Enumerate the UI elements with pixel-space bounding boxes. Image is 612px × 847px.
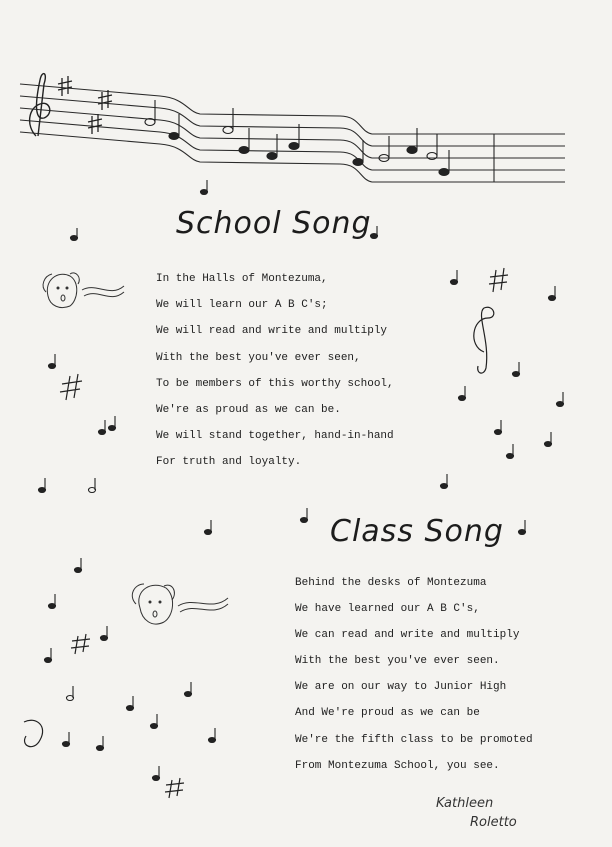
lyric-line: We can read and write and multiply [295, 629, 520, 642]
lyric-line: Behind the desks of Montezuma [295, 577, 487, 589]
school-song-lyrics [156, 266, 394, 476]
class-song-lyrics [295, 570, 533, 779]
lyric-line: We're as proud as we can be. [156, 404, 341, 417]
lyric-line: And We're proud as we can be [295, 707, 480, 720]
school-song-title: School Song [176, 206, 372, 241]
lyric-line: From Montezuma School, you see. [295, 759, 500, 772]
lyric-line: To be members of this worthy school, [156, 377, 394, 390]
lyric-line: With the best you've ever seen. [295, 655, 500, 668]
lyric-line: In the Halls of Montezuma, [156, 273, 328, 285]
treble-clef-icon [30, 74, 50, 136]
lyric-line: We will learn our A B C's; [156, 299, 328, 312]
class-song-title: Class Song [330, 514, 504, 549]
signature-last-name: Roletto [470, 815, 517, 830]
lyric-line: With the best you've ever seen, [156, 351, 361, 364]
lyric-line: We are on our way to Junior High [295, 681, 507, 694]
staff-notes [145, 100, 449, 176]
lyric-line: For truth and loyalty. [156, 456, 302, 469]
lyric-line: We will read and write and multiply [156, 325, 388, 338]
lyric-line: We're the fifth class to be promoted [295, 733, 533, 746]
lyric-line: We will stand together, hand-in-hand [156, 430, 394, 443]
signature-first-name: Kathleen [436, 796, 494, 811]
lyric-line: We have learned our A B C's, [295, 603, 480, 616]
